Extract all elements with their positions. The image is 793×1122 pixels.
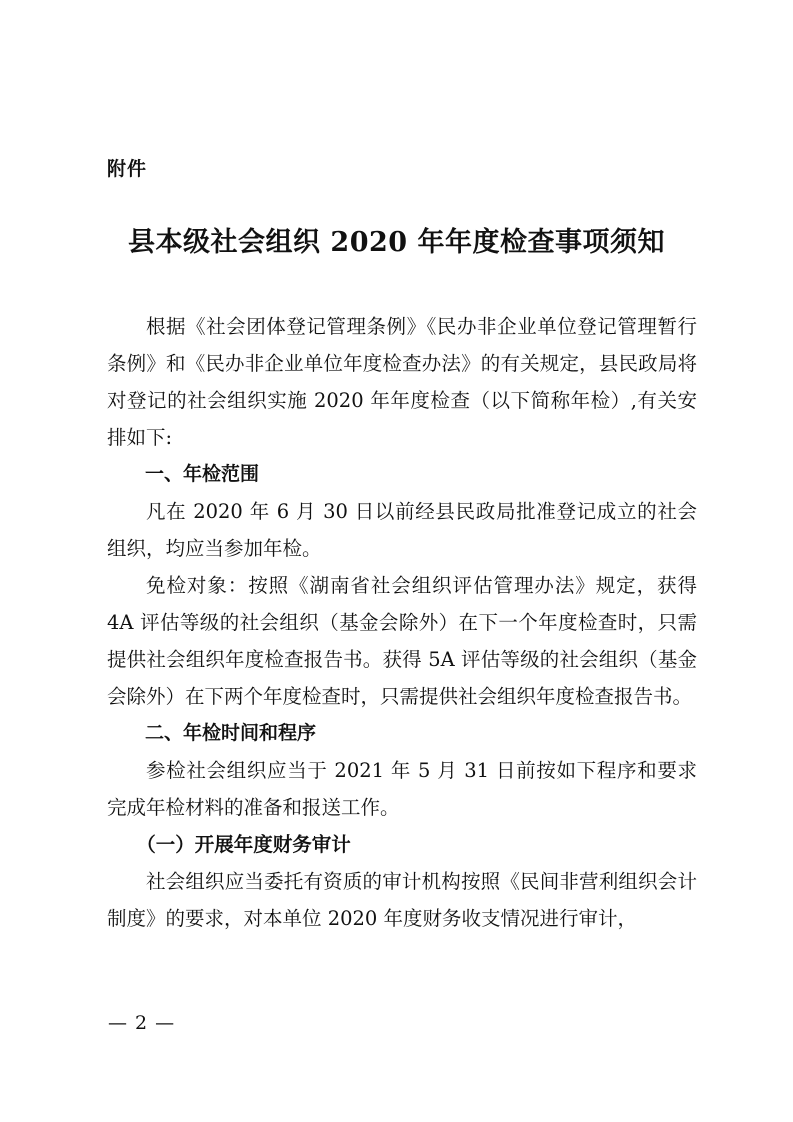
section-heading-scope: 一、年检范围 bbox=[145, 463, 260, 485]
document-title: 县本级社会组织 2020 年年度检查事项须知 bbox=[128, 227, 665, 258]
document-body bbox=[107, 308, 697, 937]
subsection-heading-audit: （一）开展年度财务审计 bbox=[136, 833, 351, 856]
attachment-label: 附件 bbox=[107, 158, 148, 180]
exemption-paragraph: 免检对象：按照《湖南省社会组织评估管理办法》规定，获得 4A 评估等级的社会组织（基金会除外）在下一个年度检查时，只需提供社会组织年度检查报告书。获得 5A 评估等级的社会组织（基金会除外）在下两个年度检查时，只需提供社会组织年度检查报告书。 bbox=[107, 574, 697, 708]
section-heading-timeline: 二、年检时间和程序 bbox=[145, 722, 317, 744]
timeline-paragraph: 参检社会组织应当于 2021 年 5 月 31 日前按如下程序和要求完成年检材料的准备和报送工作。 bbox=[107, 759, 697, 819]
page-number: — 2 — bbox=[108, 1012, 176, 1034]
scope-paragraph: 凡在 2020 年 6 月 30 日以前经县民政局批准登记成立的社会组织，均应当参加年检。 bbox=[107, 500, 697, 560]
audit-paragraph: 社会组织应当委托有资质的审计机构按照《民间非营利组织会计制度》的要求，对本单位 2020 年度财务收支情况进行审计， bbox=[107, 870, 697, 930]
intro-paragraph: 根据《社会团体登记管理条例》《民办非企业单位登记管理暂行条例》和《民办非企业单位年度检查办法》的有关规定，县民政局将对登记的社会组织实施 2020 年年度检查（以下简称年检）,有关安排如下: bbox=[107, 315, 697, 449]
